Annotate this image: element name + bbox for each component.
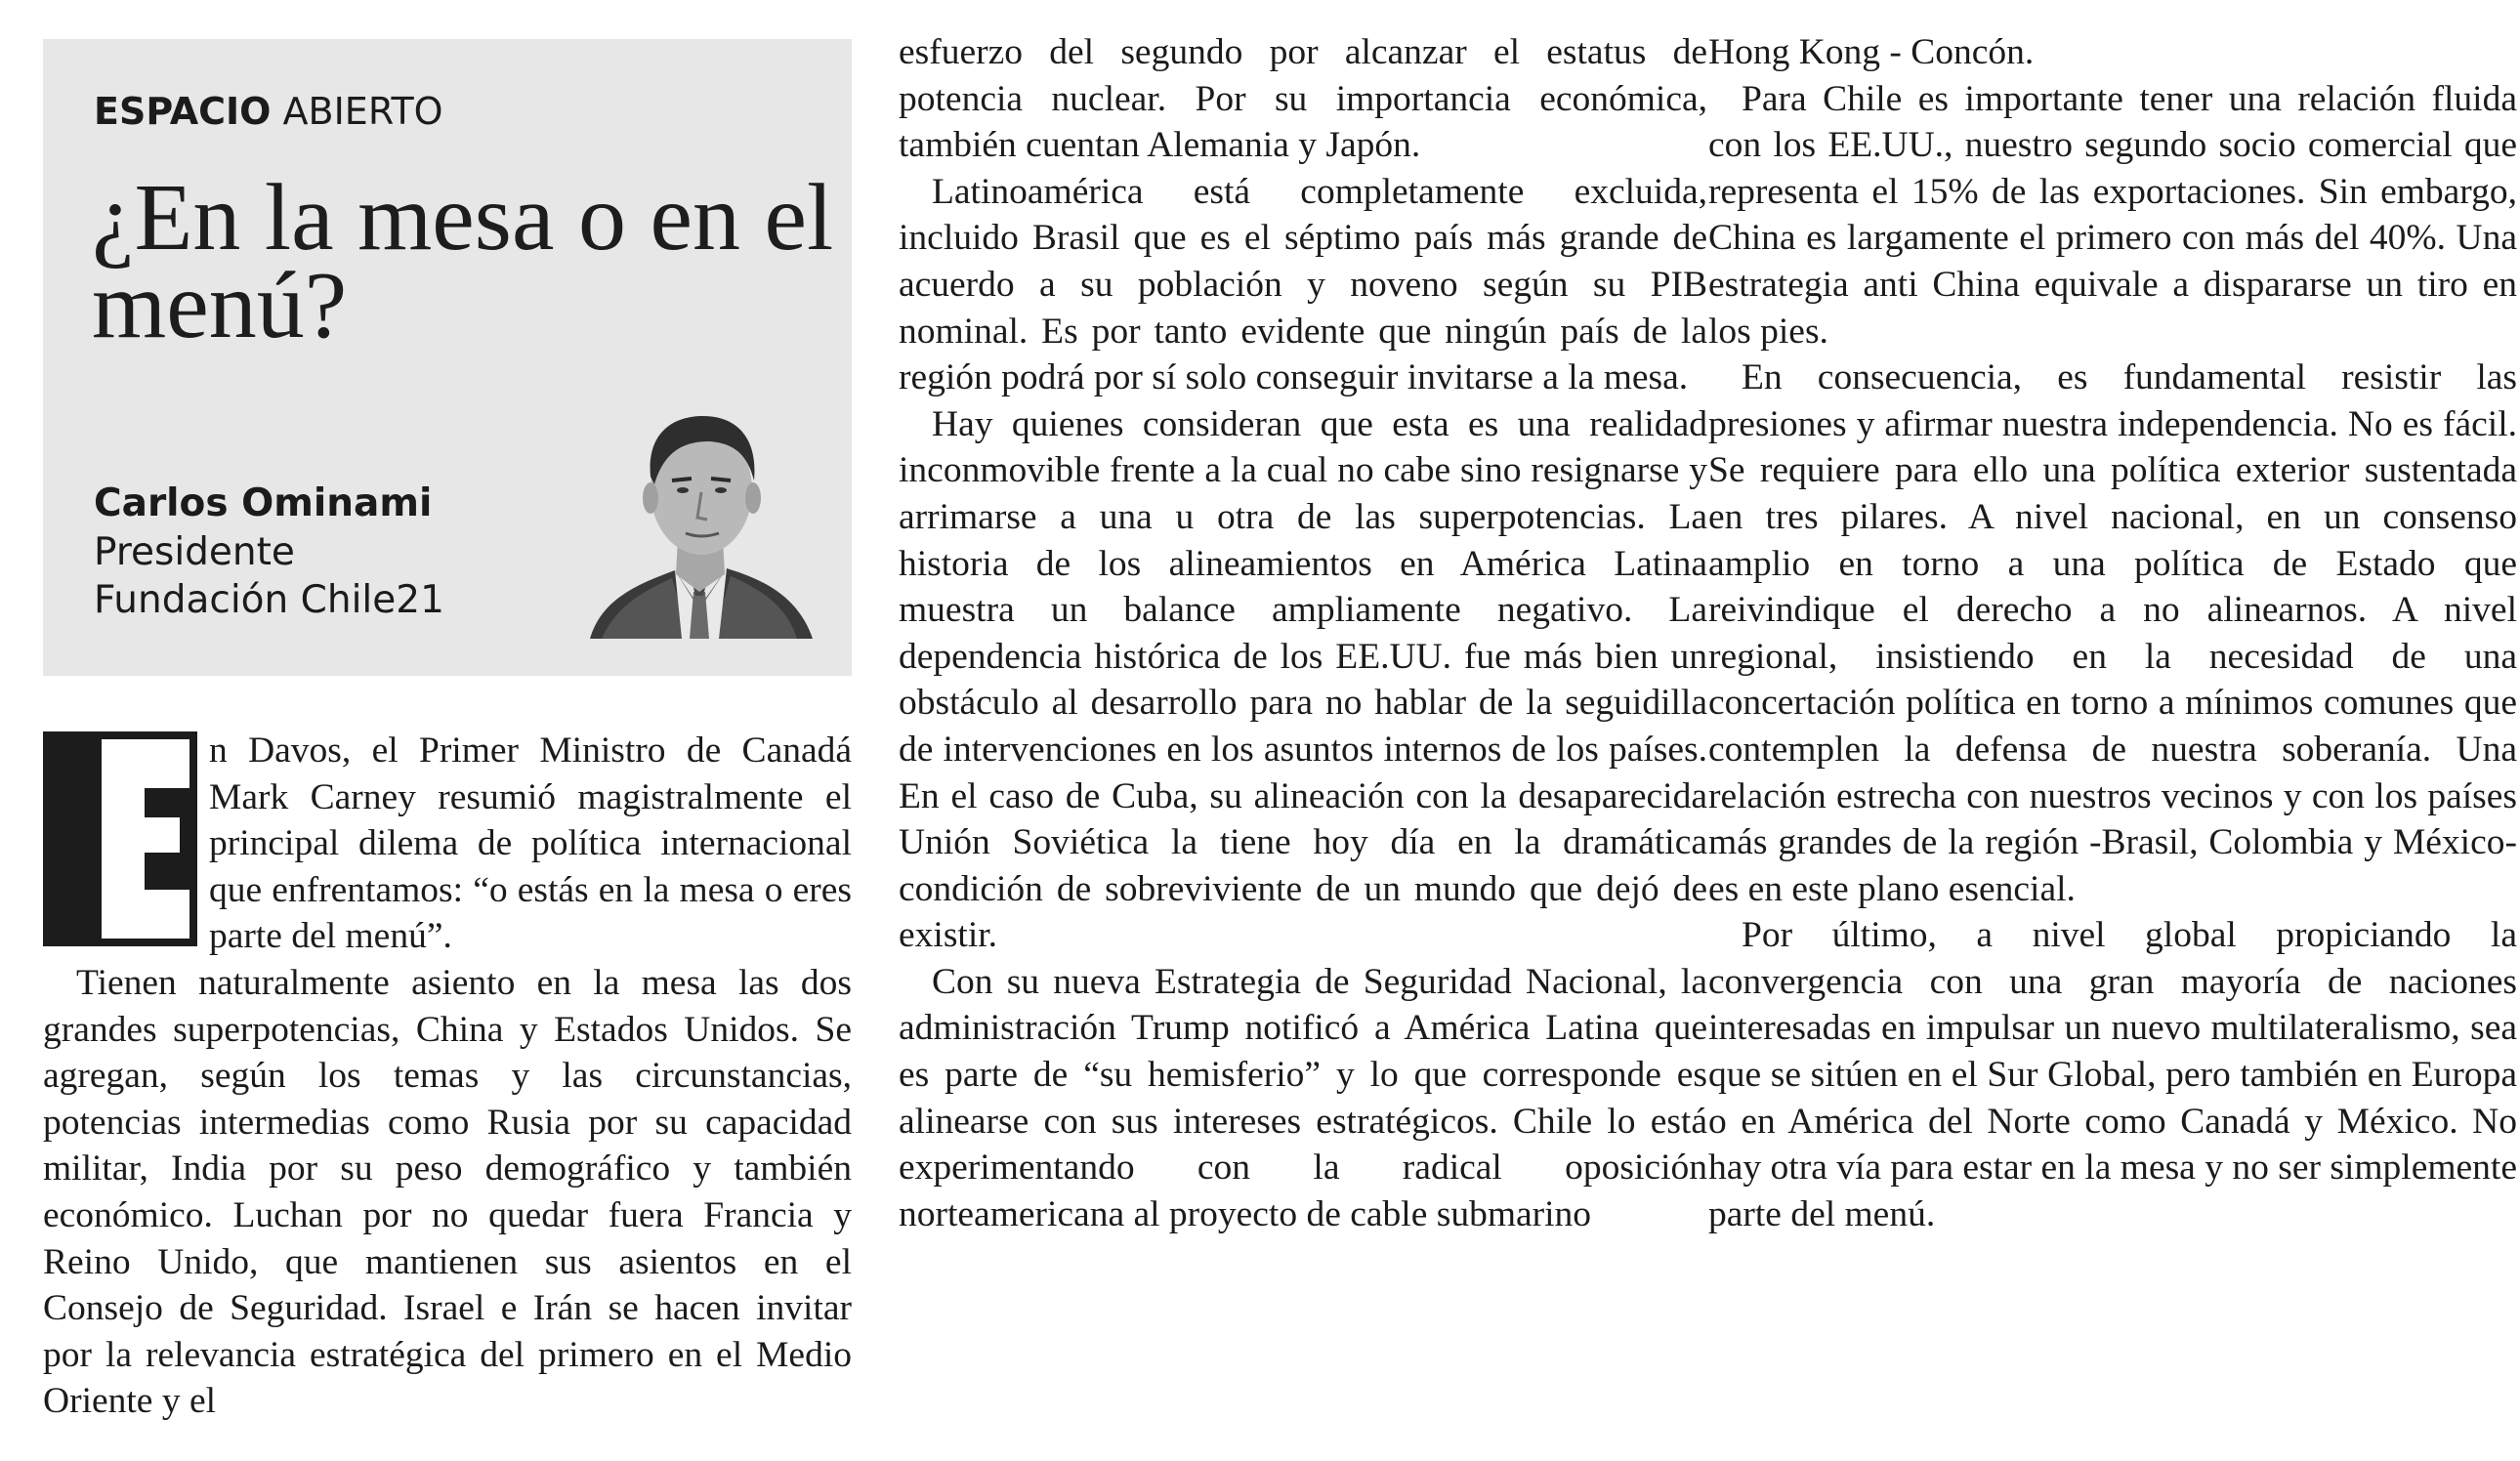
paragraph: Latinoamérica está completamente excluida, incluido Brasil que es el séptimo país más grande de acuerdo a su población y noveno según su PIB nominal. Es por tanto evidente que ningún país de la región podrá por sí solo conseguir invitarse a la mesa. (899, 171, 1707, 398)
paragraph: Hong Kong - Concón. (1708, 32, 2035, 72)
author-organization: Fundación Chile21 (94, 578, 444, 622)
section-label-bold: ESPACIO (94, 90, 272, 133)
paragraph: En consecuencia, es fundamental resistir las presiones y afirmar nuestra independencia. No es fácil. Se requiere para ello una política exterior sustentada en tres pilares. A nivel nacional, en un consenso amplio en torno a una política de Estado que reivindique el derecho a no alinearnos. A nivel regional, insistiendo en la necesidad de una concertación política en torno a mínimos comunes que contemplen la defensa de nuestra soberanía. Una relación estrecha con nuestros vecinos y con los países más grandes de la región -Brasil, Colombia y México- es en este plano esencial. (1708, 357, 2517, 909)
article-column-2 (899, 29, 1707, 1237)
paragraph: n Davos, el Primer Ministro de Canadá Mark Carney resumió magistralmente el principal dilema de política internacional que enfrentamos: “o estás en la mesa o eres parte del menú”. (209, 730, 852, 957)
paragraph: Con su nueva Estrategia de Seguridad Nacional, la administración Trump notificó a América Latina que es parte de “su hemisferio” y lo que corresponde es alinearse con sus intereses estratégicos. Chile lo está experimentando con la radical oposición norteamericana al proyecto de cable submarino (899, 961, 1707, 1234)
section-label-light: ABIERTO (282, 90, 443, 133)
author-role: Presidente (94, 530, 295, 574)
author-portrait (582, 383, 817, 642)
section-label (94, 90, 443, 133)
dropcap-letter-icon (43, 731, 197, 946)
article-column-3 (1708, 29, 2517, 1237)
paragraph: Para Chile es importante tener una relación fluida con los EE.UU., nuestro segundo socio comercial que representa el 15% de las exportaciones. Sin embargo, China es largamente el primero con más del 40%. Una estrategia anti China equivale a dispararse un tiro en los pies. (1708, 78, 2517, 352)
author-name: Carlos Ominami (94, 481, 433, 525)
paragraph: Tienen naturalmente asiento en la mesa las dos grandes superpotencias, China y Estados Unidos. Se agregan, según los temas y las circunstancias, potencias intermedias como Rusia por su capacidad militar, India por su peso demográfico y también económico. Luchan por no quedar fuera Francia y Reino Unido, que mantienen sus asientos en el Consejo de Seguridad. Israel e Irán se hacen invitar por la relevancia estratégica del primero en el Medio Oriente y el (43, 962, 852, 1422)
headline: ¿En la mesa o en el menú? (92, 165, 834, 358)
paragraph: esfuerzo del segundo por alcanzar el estatus de potencia nuclear. Por su importancia económica, también cuentan Alemania y Japón. (899, 32, 1707, 166)
article-column-1 (43, 728, 852, 1425)
paragraph: Por último, a nivel global propiciando la convergencia con una gran mayoría de naciones interesadas en impulsar un nuevo multilateralismo, sea que se sitúen en el Sur Global, pero también en Europa o en América del Norte como Canadá y México. No hay otra vía para estar en la mesa y no ser simplemente parte del menú. (1708, 915, 2517, 1234)
dropcap (43, 731, 197, 946)
paragraph: Hay quienes consideran que esta es una realidad inconmovible frente a la cual no cabe sino resignarse y arrimarse a una u otra de las superpotencias. La historia de los alineamientos en América Latina muestra un balance ampliamente negativo. La dependencia histórica de los EE.UU. fue más bien un obstáculo al desarrollo para no hablar de la seguidilla de intervenciones en los asuntos internos de los países. En el caso de Cuba, su alineación con la desaparecida Unión Soviética la tiene hoy día en la dramática condición de sobreviviente de un mundo que dejó de existir. (899, 403, 1707, 956)
